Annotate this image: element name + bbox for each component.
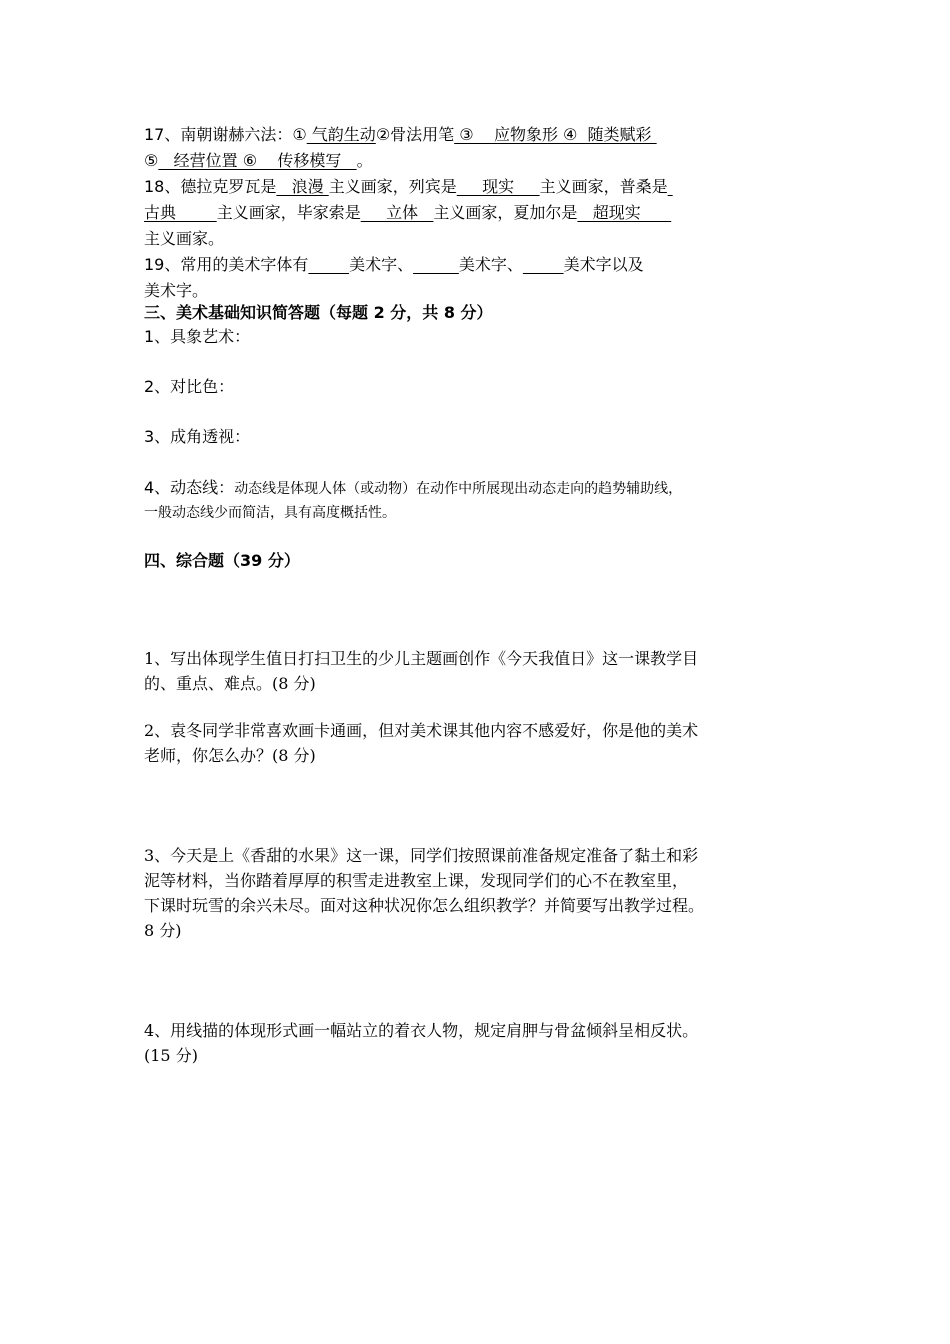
q17-line2-suffix: 。	[356, 151, 373, 170]
s4-q4-line-2: (15 分)	[144, 1046, 198, 1065]
s3-q4-answer-line-2: 一般动态线少而简洁，具有高度概括性。	[144, 505, 396, 521]
q19-text-d: 美术字以及	[563, 255, 644, 274]
q19-line-1	[144, 254, 644, 276]
q18-answer-classical: 古典	[144, 203, 217, 222]
q18-line-1	[144, 176, 673, 198]
q18-answer-surrealism: 超现实	[577, 203, 672, 222]
s3-question-3: 3、成角透视：	[144, 427, 251, 446]
s4-q1-line-2: 的、重点、难点。(8 分)	[144, 674, 316, 693]
q18-line-3: 主义画家。	[144, 229, 225, 248]
q17-answer-1: 气韵生动	[306, 125, 376, 144]
s4-q3-line-4: 8 分)	[144, 921, 182, 940]
q18-answer-romantic: 浪漫	[276, 177, 329, 196]
s4-q1-line-1: 1、写出体现学生值日打扫卫生的少儿主题画创作《今天我值日》这一课教学目	[144, 649, 699, 668]
s3-q4-label: 4、动态线：	[144, 478, 235, 497]
q17-answer-3: 经营位置 ⑥ 传移模写	[158, 151, 357, 170]
q18-line-2	[144, 202, 671, 224]
q17-mid: ②骨法用笔	[375, 125, 455, 144]
q18-answer-realism: 现实	[456, 177, 540, 196]
q19-text-a: 19、常用的美术字体有	[144, 255, 309, 274]
q17-prefix: 17、南朝谢赫六法：①	[144, 125, 307, 144]
q17-line2-prefix: ⑤	[144, 151, 159, 170]
q17-answer-2: ③ 应物象形 ④ 随类赋彩	[454, 125, 657, 144]
q18-text-picasso: 主义画家，毕家索是	[216, 203, 361, 222]
q19-line-2: 美术字。	[144, 281, 209, 300]
s3-question-1: 1、具象艺术：	[144, 327, 251, 346]
q19-blank-2	[413, 255, 459, 274]
q19-blank-3	[523, 255, 564, 274]
q19-text-b: 美术字、	[349, 255, 414, 274]
q18-blank-f	[668, 177, 673, 196]
s3-q4-answer-line-1: 动态线是体现人体（或动物）在动作中所展现出动态走向的趋势辅助线，	[234, 481, 683, 497]
q18-text-e: 主义画家，普桑是	[539, 177, 668, 196]
q19-blank-1	[308, 255, 349, 274]
q18-text-a: 18、德拉克罗瓦是	[144, 177, 277, 196]
s4-q2-line-2: 老师，你怎么办？(8 分)	[144, 746, 316, 765]
s4-q3-line-1: 3、今天是上《香甜的水果》这一课，同学们按照课前准备规定准备了黏土和彩	[144, 846, 699, 865]
q18-text-c: 主义画家，列宾是	[328, 177, 457, 196]
s3-question-4	[144, 477, 682, 500]
s4-q3-line-2: 泥等材料，当你踏着厚厚的积雪走进教室上课，发现同学们的心不在教室里，	[144, 871, 689, 890]
q17-line-1	[144, 124, 657, 146]
s4-q2-line-1: 2、袁冬同学非常喜欢画卡通画，但对美术课其他内容不感爱好，你是他的美术	[144, 721, 699, 740]
s4-q3-line-3: 下课时玩雪的余兴未尽。面对这种状况你怎么组织教学？并简要写出教学过程。	[144, 896, 705, 915]
section-4-title: 四、综合题（39 分）	[144, 551, 300, 570]
s4-q4-line-1: 4、用线描的体现形式画一幅站立的着衣人物，规定肩胛与骨盆倾斜呈相反状。	[144, 1021, 699, 1040]
section-3-title: 三、美术基础知识简答题（每题 2 分，共 8 分）	[144, 303, 493, 322]
q19-text-c: 美术字、	[458, 255, 523, 274]
q18-answer-cubism: 立体	[360, 203, 434, 222]
s3-question-2: 2、对比色：	[144, 377, 235, 396]
q18-text-chagall: 主义画家，夏加尔是	[433, 203, 578, 222]
q17-line-2	[144, 150, 373, 172]
